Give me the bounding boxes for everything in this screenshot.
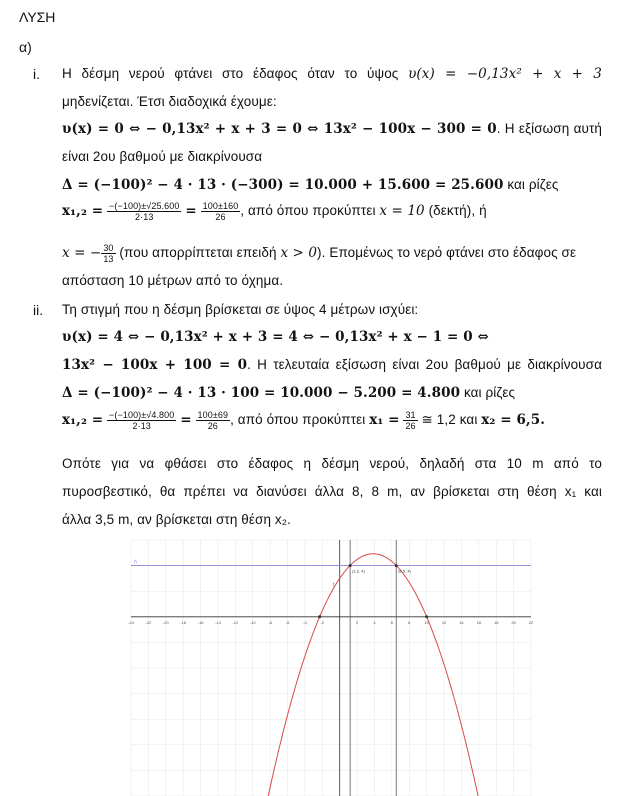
item-ii-line-4: Δ = (−100)² − 4 · 13 · 100 = 10.000 − 5.200 = 4.800 και ρίζες bbox=[62, 385, 516, 401]
x-tick-label: -6 bbox=[285, 619, 290, 625]
x-tick-label: 12 bbox=[441, 619, 447, 625]
part-a-label: α) bbox=[19, 39, 32, 55]
x-tick-label: 2 bbox=[355, 619, 359, 625]
x-tick-label: -12 bbox=[232, 619, 239, 625]
x-tick-label: -24 bbox=[128, 619, 134, 625]
fraction: $\frac{-(-100)\pm√4.800}{2\cdot 13}$ bbox=[109, 410, 175, 431]
x-tick-label: 4 bbox=[373, 619, 376, 625]
x-tick-label: 18 bbox=[493, 619, 499, 625]
item-i-line-5: Δ = (−100)² − 4 · 13 · (−300) = 10.000 + 15.600 = 25.600 και ρίζες bbox=[62, 177, 559, 193]
item-i-line-8: απόσταση 10 μέτρων από το όχημα. bbox=[62, 273, 284, 288]
hline-label: h bbox=[134, 559, 137, 566]
x-tick-label: -8 bbox=[268, 619, 272, 625]
item-ii-line-7: πυροσβεστικό, θα πρέπει να διανύσει άλλα 8, 8 m, αν βρίσκεται στη θέση x₁ και bbox=[62, 484, 602, 499]
curve-label: f bbox=[332, 582, 335, 589]
fraction: $\frac{-(-100)\pm√25.600}{2\cdot 13}$ bbox=[109, 201, 180, 222]
x-tick-label: -20 bbox=[162, 619, 169, 625]
intersection-label: (6.5, 4) bbox=[398, 568, 411, 574]
root-point bbox=[318, 615, 321, 618]
fraction: $\frac{30}{13}$ bbox=[103, 243, 114, 264]
intersection-point bbox=[395, 564, 398, 567]
x-tick-label: -18 bbox=[180, 619, 187, 625]
x-tick-label: -10 bbox=[249, 619, 256, 625]
x-tick-label: -4 bbox=[303, 619, 307, 625]
x-tick-label: -14 bbox=[215, 619, 221, 625]
item-ii-marker: ii. bbox=[33, 302, 44, 318]
item-ii-line-8: άλλα 3,5 m, αν βρίσκεται στη θέση x₂. bbox=[62, 512, 291, 527]
x-tick-label: 6 bbox=[390, 619, 393, 625]
item-i-line-1: Η δέσμη νερού φτάνει στο έδαφος όταν το ύψος υ(x) = −0,13x² + x + 3 bbox=[62, 66, 602, 82]
x-tick-label: -22 bbox=[145, 619, 152, 625]
x-tick-label: 8 bbox=[408, 619, 411, 625]
x-tick-label: 20 bbox=[511, 619, 516, 625]
item-ii-line-6: Οπότε για να φθάσει στο έδαφος η δέσμη νερού, δηλαδή στα 10 m από το bbox=[62, 456, 602, 471]
x-tick-label: -16 bbox=[197, 619, 204, 625]
intersection-point bbox=[349, 564, 352, 567]
fraction: $\frac{100\pm 160}{26}$ bbox=[202, 201, 239, 222]
parabola-graph bbox=[128, 540, 534, 796]
item-ii-line-1: Τη στιγμή που η δέσμη βρίσκεται σε ύψος 4 μέτρων ισχύει: bbox=[62, 302, 419, 317]
item-i-line-7: x = − $\frac{30}{13}$ (που απορρίπτεται επειδή x > 0). Επομένως το νερό φτάνει στο έδαφος σε bbox=[62, 243, 577, 264]
item-i-marker: i. bbox=[33, 66, 40, 82]
fraction: $\frac{100\pm 69}{26}$ bbox=[197, 410, 229, 431]
item-i-line-3: υ(x) = 0 ⇔ − 0,13x² + x + 3 = 0 ⇔ 13x² − 100x − 300 = 0. Η εξίσωση αυτή bbox=[62, 121, 602, 137]
x-tick-label: 10 bbox=[424, 619, 429, 625]
item-ii-line-2: υ(x) = 4 ⇔ − 0,13x² + x + 3 = 4 ⇔ − 0,13x² + x − 1 = 0 ⇔ bbox=[62, 329, 489, 345]
parabola-curve bbox=[263, 554, 483, 796]
item-i-line-6: x₁,₂ = $\frac{-(-100)\pm√25.600}{2\cdot 13}$ = $\frac{100\pm 160}{26}$ , από όπου προκύπτει x = 10 (δεκτή), ή bbox=[62, 201, 487, 222]
x-tick-label: 22 bbox=[528, 619, 534, 625]
x-tick-label: -2 bbox=[320, 619, 325, 625]
fraction: $\frac{31}{26}$ bbox=[405, 410, 416, 431]
root-point bbox=[425, 615, 428, 618]
item-ii-line-3: 13x² − 100x + 100 = 0. Η τελευταία εξίσωση είναι 2ου βαθμού με διακρίνουσα bbox=[62, 357, 602, 373]
item-i-line-4: είναι 2ου βαθμού με διακρίνουσα bbox=[62, 149, 263, 164]
x-tick-label: 14 bbox=[459, 619, 464, 625]
item-ii-line-5: x₁,₂ = $\frac{-(-100)\pm√4.800}{2\cdot 13}$ = $\frac{100\pm 69}{26}$ , από όπου προκύπτει x₁ = $\frac{31}{26}$ ≅ 1,2 και x₂ = 6,5. bbox=[62, 410, 546, 431]
intersection-label: (1.2, 4) bbox=[352, 568, 365, 574]
solution-heading: ΛΥΣΗ bbox=[19, 9, 56, 25]
item-i-line-2: μηδενίζεται. Έτσι διαδοχικά έχουμε: bbox=[62, 94, 277, 109]
x-tick-label: 16 bbox=[476, 619, 482, 625]
